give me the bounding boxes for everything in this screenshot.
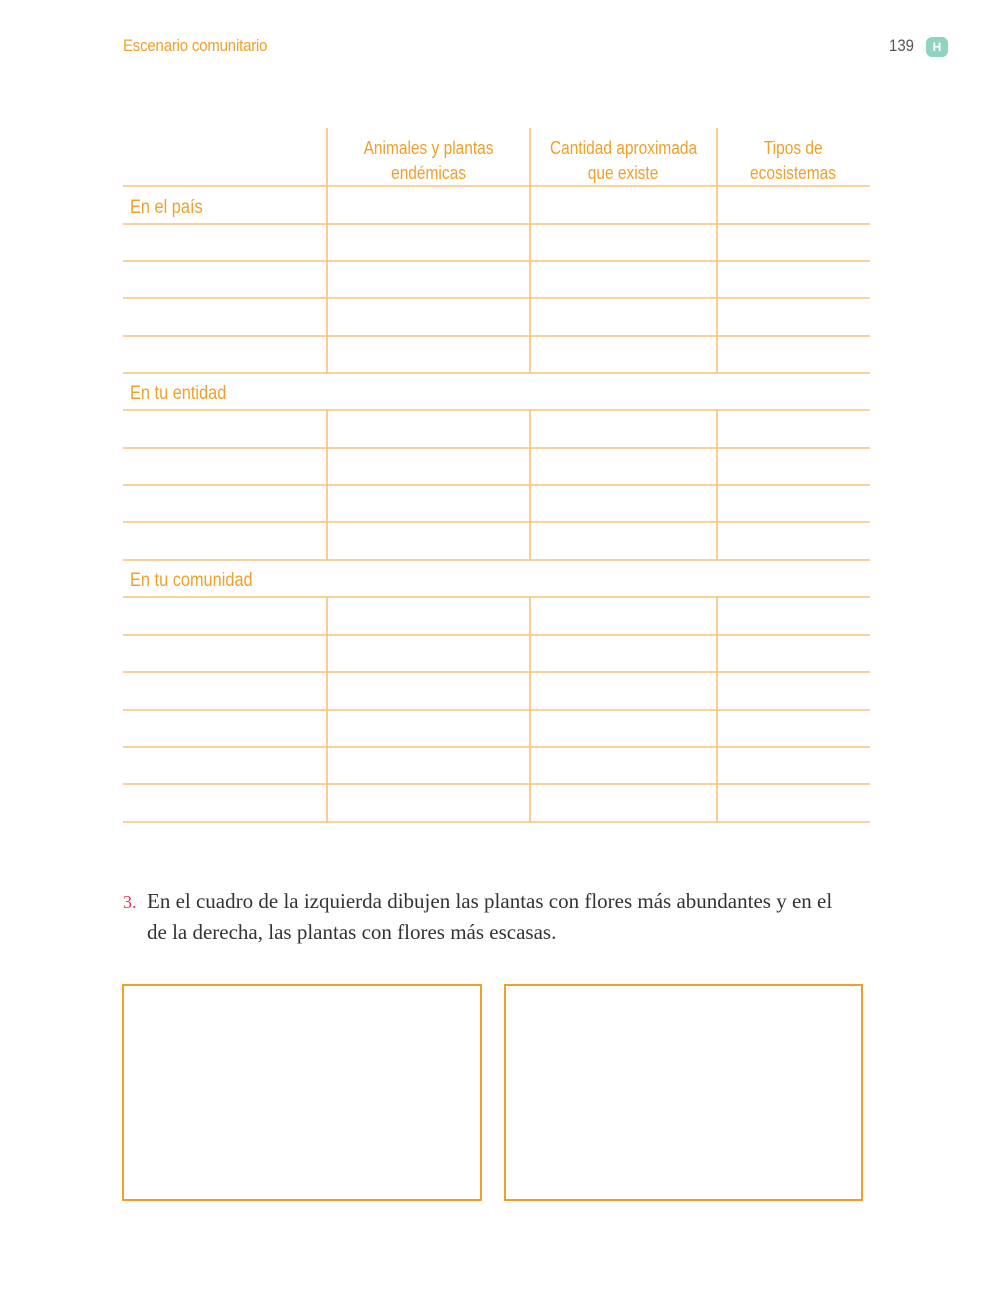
column-header-ecosistemas-line2: ecosistemas — [750, 163, 837, 183]
column-header-cantidad-line2: que existe — [588, 163, 659, 183]
section-label-comunidad: En tu comunidad — [130, 570, 253, 591]
column-header-endemicas-line1: Animales y plantas — [364, 138, 494, 158]
column-header-cantidad-line1: Cantidad aproximada — [549, 138, 698, 158]
left-drawing-box[interactable] — [122, 984, 482, 1201]
activity-text: En el cuadro de la izquierda dibujen las plantas con flores más abundantes y en el de la derecha, las plantas con flores más escasas. — [147, 889, 833, 944]
section-label-pais: En el país — [130, 197, 203, 218]
activity-number: 3. — [123, 892, 137, 912]
right-drawing-box[interactable] — [504, 984, 863, 1201]
column-header-endemicas — [328, 136, 530, 186]
column-header-endemicas-line2: endémicas — [391, 163, 467, 183]
section-title: Escenario comunitario — [123, 36, 268, 55]
page-number: 139 — [889, 36, 914, 55]
column-header-ecosistemas-line1: Tipos de — [764, 138, 823, 158]
activity-instruction — [123, 886, 863, 948]
level-badge-icon: H — [926, 37, 948, 57]
column-header-cantidad — [530, 136, 717, 186]
section-label-entidad: En tu entidad — [130, 383, 227, 404]
column-header-ecosistemas — [717, 136, 870, 186]
